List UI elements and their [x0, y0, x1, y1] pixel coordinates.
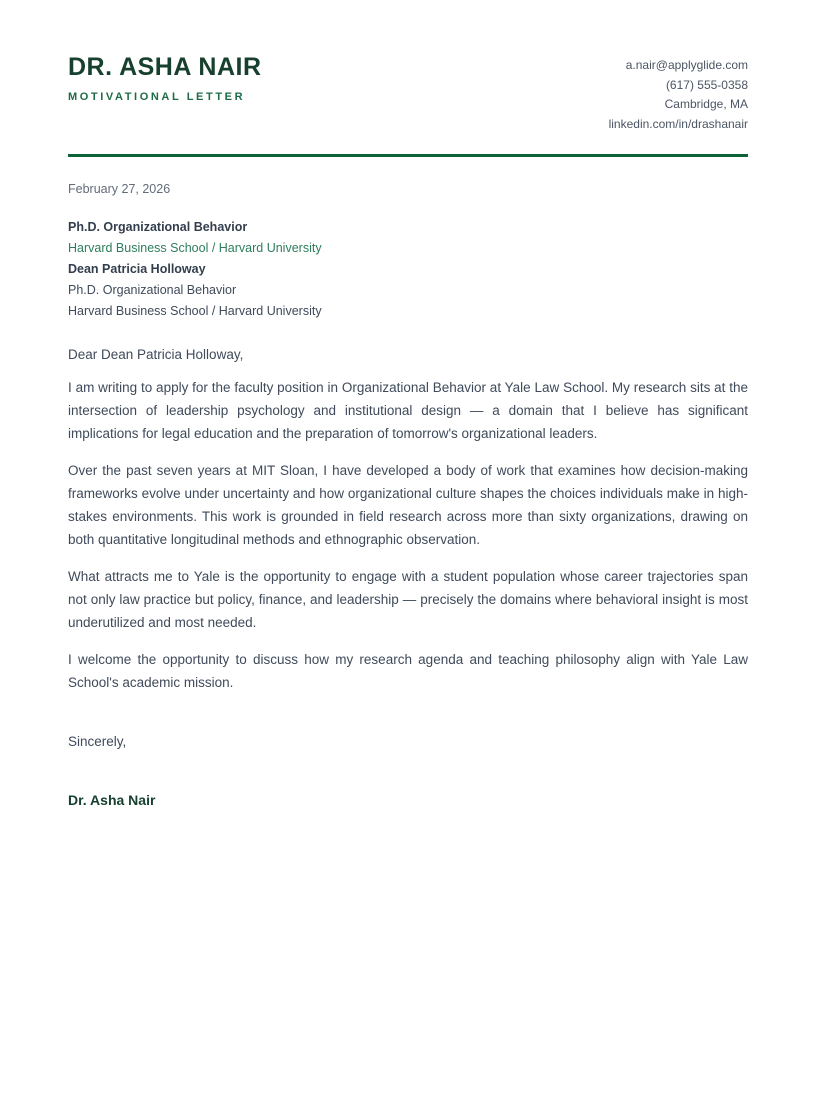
recipient-contact-position: Ph.D. Organizational Behavior	[68, 282, 237, 297]
contact-info-block	[609, 52, 748, 135]
recipient-institution-link[interactable]: Harvard Business School / Harvard University	[68, 240, 322, 255]
recipient-position: Ph.D. Organizational Behavior	[68, 219, 248, 234]
contact-linkedin: linkedin.com/in/drashanair	[608, 117, 748, 132]
applicant-name: DR. ASHA NAIR	[68, 53, 262, 81]
letter-date: February 27, 2026	[68, 181, 171, 196]
document-type-label: MOTIVATIONAL LETTER	[68, 90, 246, 103]
body-paragraph-3: What attracts me to Yale is the opportunity to engage with a student population whose career trajectories span not only law practice but policy, finance, and leadership — precisely the domains where behavioral insight is most underutilized and most needed.	[68, 568, 748, 630]
body-paragraph-4: I welcome the opportunity to discuss how my research agenda and teaching philosophy align with Yale Law School's academic mission.	[68, 651, 748, 690]
contact-phone: (617) 555-0358	[665, 77, 748, 92]
header-divider	[68, 154, 748, 157]
recipient-block	[68, 217, 748, 322]
body-paragraph-2: Over the past seven years at MIT Sloan, I have developed a body of work that examines how decision-making frameworks evolve under uncertainty and how organizational culture shapes the choices individuals make in high-stakes environments. This work is grounded in field research across more than sixty organizations, drawing on both quantitative longitudinal methods and ethnographic observation.	[68, 462, 748, 547]
recipient-contact-name: Dean Patricia Holloway	[68, 261, 206, 276]
contact-email: a.nair@applyglide.com	[625, 58, 748, 72]
signature-name: Dr. Asha Nair	[68, 791, 156, 808]
identity-block	[68, 52, 262, 103]
contact-location: Cambridge, MA	[664, 97, 748, 112]
salutation: Dear Dean Patricia Holloway,	[68, 346, 244, 362]
closing-phrase: Sincerely,	[68, 733, 127, 749]
recipient-contact-institution: Harvard Business School / Harvard University	[68, 303, 322, 318]
body-paragraph-1: I am writing to apply for the faculty position in Organizational Behavior at Yale Law School. My research sits at the intersection of leadership psychology and institutional design — a domain that I believe has significant implications for legal education and the preparation of tomorrow's organizational leaders.	[68, 379, 748, 441]
letter-header	[68, 52, 748, 135]
